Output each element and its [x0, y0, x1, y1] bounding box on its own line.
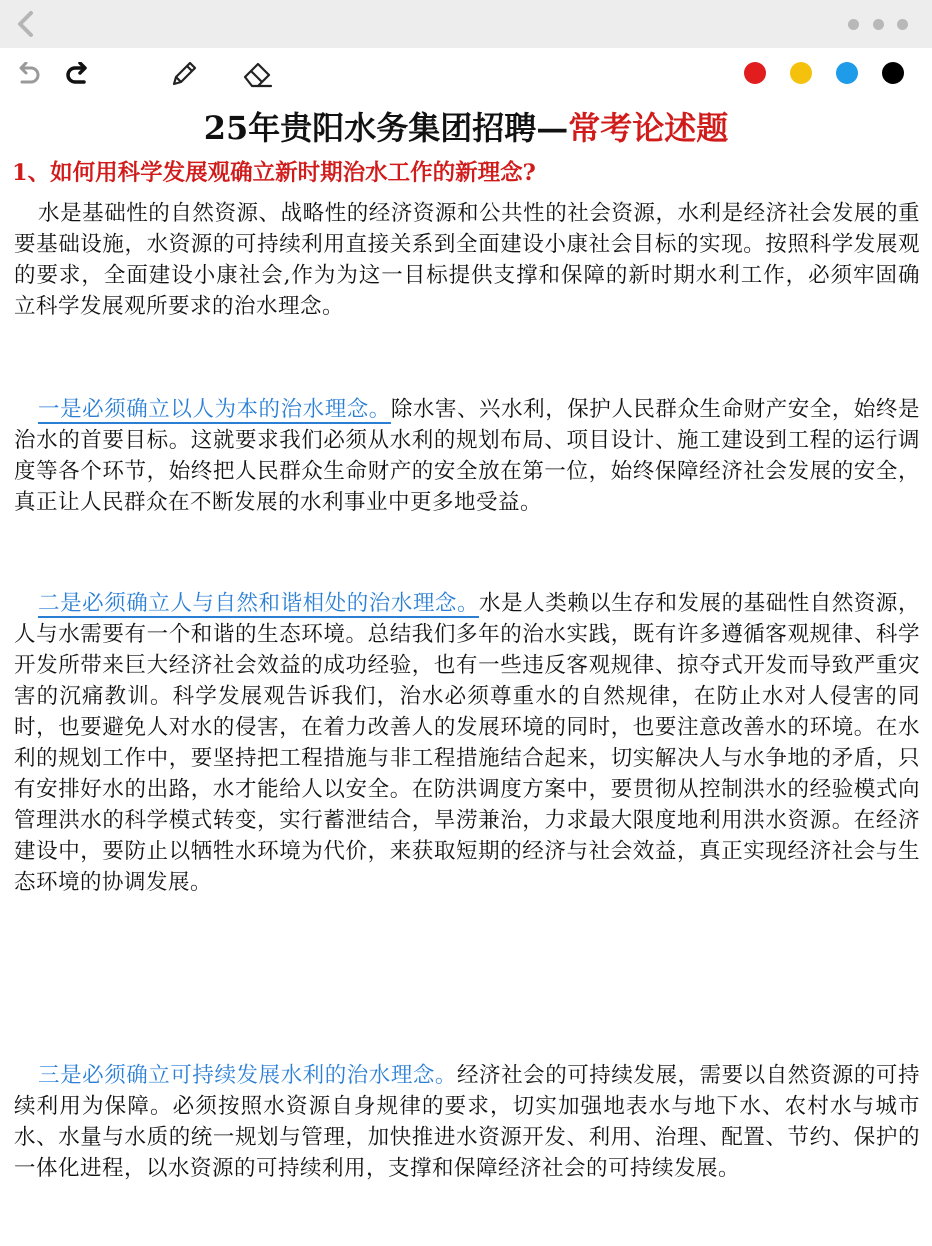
eraser-tool-button[interactable] — [240, 56, 276, 92]
chevron-left-icon — [13, 10, 39, 38]
color-swatch-blue[interactable] — [836, 62, 858, 84]
title-accent: 常考论述题 — [568, 109, 729, 147]
pencil-icon — [168, 58, 200, 90]
page-title — [0, 106, 932, 150]
undo-icon — [14, 62, 42, 86]
top-nav-bar — [0, 0, 932, 48]
document-page — [0, 98, 932, 1246]
title-main: 25年贵阳水务集团招聘— — [203, 109, 569, 147]
eraser-icon — [241, 58, 275, 90]
color-swatch-red[interactable] — [744, 62, 766, 84]
paragraph-point-1 — [14, 394, 920, 518]
highlight-point-3: 三是必须确立可持续发展水利的治水理念。 — [38, 1063, 457, 1088]
paragraph-intro-text: 水是基础性的自然资源、战略性的经济资源和公共性的社会资源，水利是经济社会发展的重要基础设施，水资源的可持续利用直接关系到全面建设小康社会目标的实现。按照科学发展观的要求，全面建设小康社会,作为为这一目标提供支撑和保障的新时期水利工作，必须牢固确立科学发展观所要求的治水理念。 — [14, 201, 920, 319]
redo-icon — [64, 62, 92, 86]
more-options-button[interactable] — [848, 10, 908, 38]
annotation-toolbar — [0, 48, 932, 98]
highlight-point-2: 二是必须确立人与自然和谐相处的治水理念。 — [38, 591, 480, 616]
color-swatch-yellow[interactable] — [790, 62, 812, 84]
paragraph-point-1-text: 除水害、兴水利，保护人民群众生命财产安全，始终是治水的首要目标。这就要求我们必须从水利的规划布局、项目设计、施工建设到工程的运行调度等各个环节，始终把人民群众生命财产的安全放在第一位，始终保障经济社会发展的安全，真正让人民群众在不断发展的水利事业中更多地受益。 — [14, 397, 920, 515]
paragraph-point-2 — [14, 588, 920, 898]
paragraph-intro — [14, 198, 920, 322]
redo-button[interactable] — [60, 56, 96, 92]
pencil-tool-button[interactable] — [166, 56, 202, 92]
paragraph-point-3 — [14, 1060, 920, 1184]
more-dots-icon — [897, 19, 908, 30]
question-heading: 1、如何用科学发展观确立新时期治水工作的新理念? — [12, 160, 536, 186]
color-swatch-black[interactable] — [882, 62, 904, 84]
paragraph-point-3-text: 经济社会的可持续发展，需要以自然资源的可持续利用为保障。必须按照水资源自身规律的要求，切实加强地表水与地下水、农村水与城市水、水量与水质的统一规划与管理，加快推进水资源开发、利用、治理、配置、节约、保护的一体化进程，以水资源的可持续利用，支撑和保障经济社会的可持续发展。 — [14, 1063, 920, 1181]
more-dots-icon — [848, 19, 859, 30]
more-dots-icon — [873, 19, 884, 30]
undo-button[interactable] — [10, 56, 46, 92]
paragraph-point-2-text: 水是人类赖以生存和发展的基础性自然资源，人与水需要有一个和谐的生态环境。总结我们多年的治水实践，既有许多遵循客观规律、科学开发所带来巨大经济社会效益的成功经验，也有一些违反客观规律、掠夺式开发而导致严重灾害的沉痛教训。科学发展观告诉我们，治水必须尊重水的自然规律，在防止水对人侵害的同时，也要避免人对水的侵害，在着力改善人的发展环境的同时，也要注意改善水的环境。在水利的规划工作中，要坚持把工程措施与非工程措施结合起来，切实解决人与水争地的矛盾，只有安排好水的出路，水才能给人以安全。在防洪调度方案中，要贯彻从控制洪水的经验模式向管理洪水的科学模式转变，实行蓄泄结合，旱涝兼治，力求最大限度地利用洪水资源。在经济建设中，要防止以牺牲水环境为代价，来获取短期的经济与社会效益，真正实现经济社会与生态环境的协调发展。 — [14, 591, 920, 895]
highlight-point-1: 一是必须确立以人为本的治水理念。 — [38, 397, 391, 422]
back-button[interactable] — [8, 6, 44, 42]
